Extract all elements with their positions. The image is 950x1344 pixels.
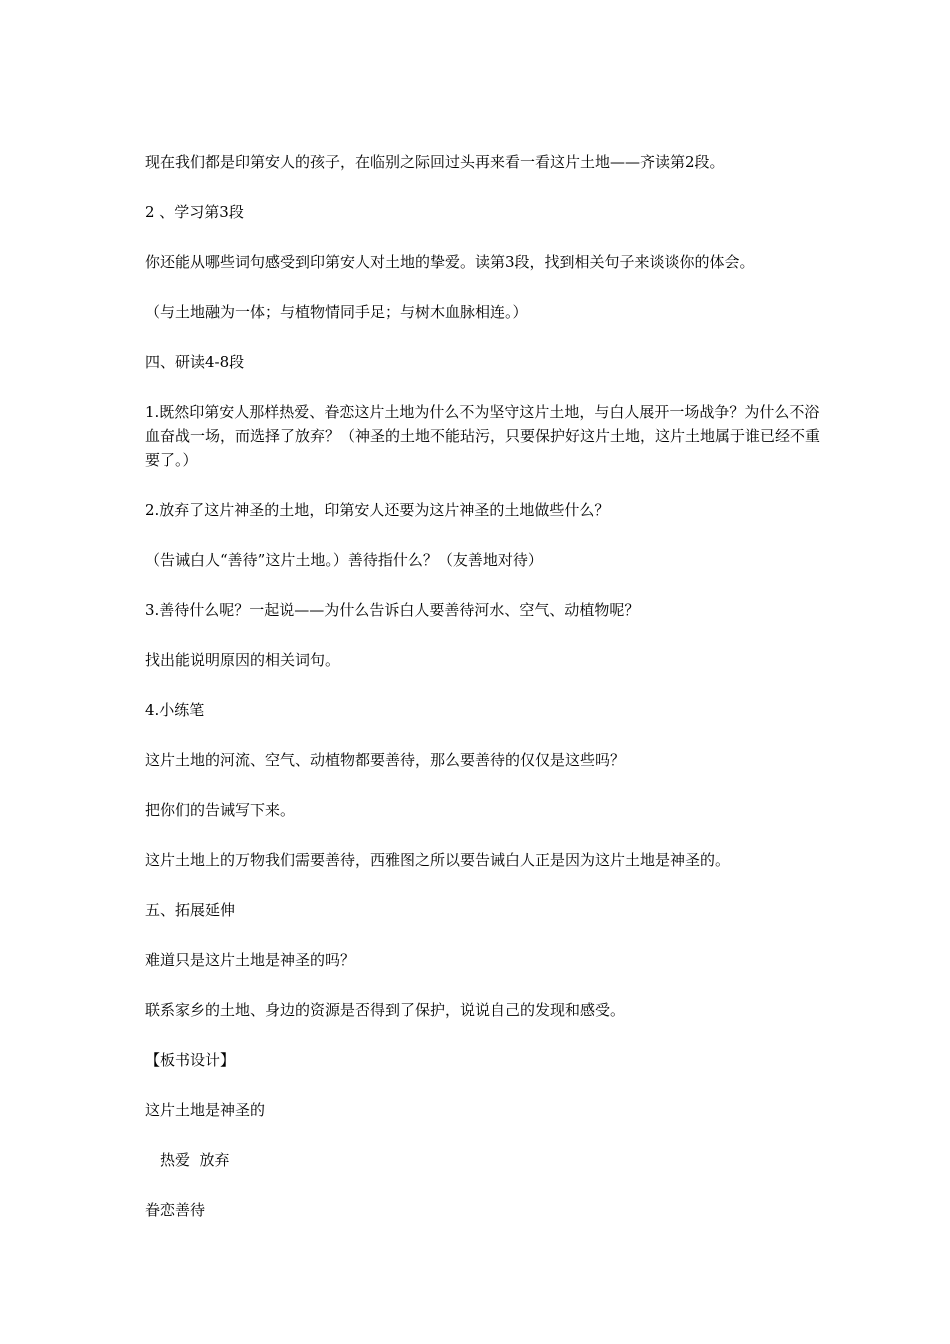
paragraph-question-3: 3.善待什么呢？一起说——为什么告诉白人要善待河水、空气、动植物呢？ <box>145 601 640 619</box>
board-line-2: 眷恋善待 <box>145 1201 206 1219</box>
paragraph-question-4: 这片土地的河流、空气、动植物都要善待，那么要善待的仅仅是这些吗？ <box>145 751 626 769</box>
paragraph-answer-2: （告诫白人“善待”这片土地。）善待指什么？（友善地对待） <box>145 551 543 569</box>
board-title: 这片土地是神圣的 <box>145 1101 266 1119</box>
board-line-1: 热爱 放弃 <box>145 1151 230 1169</box>
paragraph-answer-love: （与土地融为一体；与植物情同手足；与树木血脉相连。） <box>145 303 528 321</box>
paragraph-conclusion: 这片土地上的万物我们需要善待，西雅图之所以要告诫白人正是因为这片土地是神圣的。 <box>145 851 731 869</box>
paragraph-find-words: 找出能说明原因的相关词句。 <box>145 651 341 669</box>
paragraph-question-1: 1.既然印第安人那样热爱、眷恋这片土地为什么不为坚守这片土地，与白人展开一场战争？为什么不浴血奋战一场，而选择了放弃？（神圣的土地不能玷污，只要保护好这片土地，这片土地属于谁已经不重要了。） <box>145 403 821 469</box>
paragraph-extension-task: 联系家乡的土地、身边的资源是否得到了保护，说说自己的发现和感受。 <box>145 1001 626 1019</box>
paragraph-intro: 现在我们都是印第安人的孩子，在临别之际回过头再来看一看这片土地——齐读第2段。 <box>145 153 725 171</box>
heading-part-five: 五、拓展延伸 <box>145 901 236 919</box>
paragraph-write-down: 把你们的告诫写下来。 <box>145 801 296 819</box>
paragraph-question-2: 2.放弃了这片神圣的土地，印第安人还要为这片神圣的土地做些什么？ <box>145 501 610 519</box>
heading-board-design: 【板书设计】 <box>145 1051 236 1069</box>
paragraph-extension-question: 难道只是这片土地是神圣的吗？ <box>145 951 356 969</box>
heading-study-section-3: 2 、学习第3段 <box>145 203 244 221</box>
heading-writing-practice: 4.小练笔 <box>145 701 205 719</box>
heading-part-four: 四、研读4-8段 <box>145 353 245 371</box>
paragraph-question-love: 你还能从哪些词句感受到印第安人对土地的挚爱。读第3段，找到相关句子来谈谈你的体会。 <box>145 253 755 271</box>
